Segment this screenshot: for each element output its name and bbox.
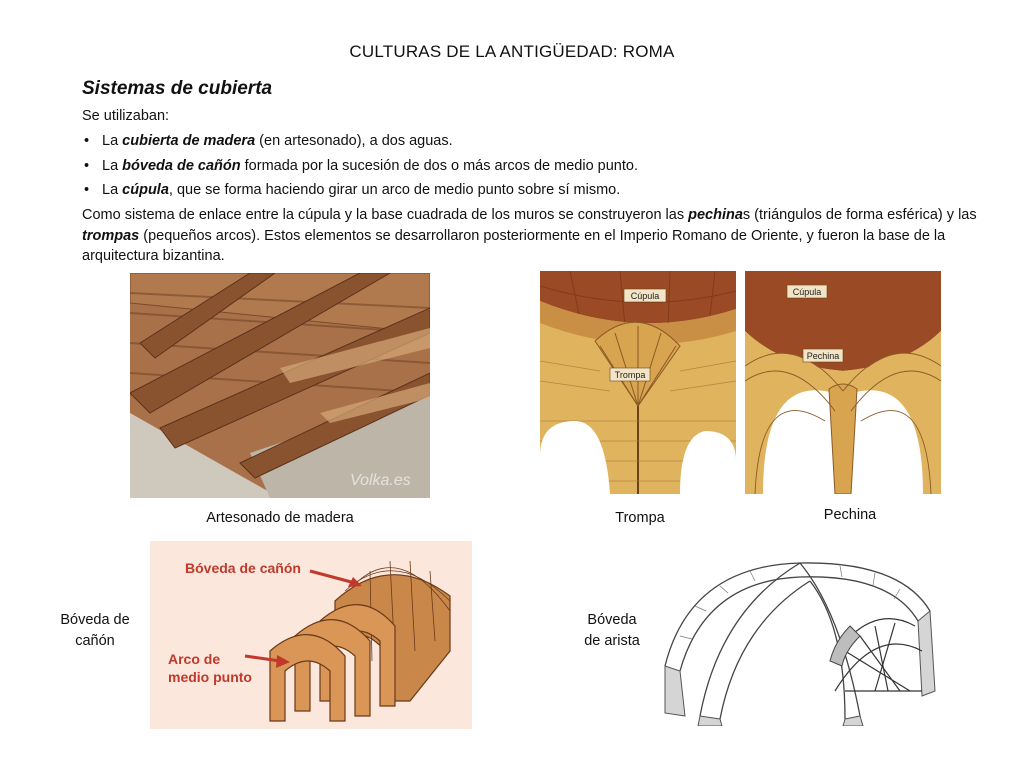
label-cupula: Cúpula [792,287,822,297]
boveda-canon-illustration [150,541,472,729]
body-paragraph: Como sistema de enlace entre la cúpula y la base cuadrada de los muros se construyeron las pechinas (triángulos de forma esférica) y las trompas (pequeños arcos). Estos elementos se desarrollaron posteriormente en el Imperio Romano de Oriente, y fueron la base de la arquitectura bizantina. [82,207,977,264]
caption-boveda-canon: Bóveda de cañón [60,612,130,649]
label-boveda-canon: Bóveda de cañón [185,560,301,576]
caption-trompa: Trompa [615,510,665,526]
bullet-dot: • [84,157,90,174]
bullet-dot: • [84,182,90,198]
label-cupula: Cúpula [630,291,660,301]
page-title: CULTURAS DE LA ANTIGÜEDAD: ROMA [349,42,675,61]
label-trompa: Trompa [614,370,646,380]
watermark-text: Volka.es [350,472,411,489]
bullet-item: • La bóveda de cañón formada por la sucesión de dos o más arcos de medio punto. [84,157,638,174]
section-subtitle: Sistemas de cubierta [82,78,273,99]
artesonado-photo [130,273,430,498]
bullet-item: • La cúpula, que se forma haciendo girar un arco de medio punto sobre sí mismo. [84,182,621,198]
bullet-list [82,131,638,205]
label-pechina: Pechina [806,351,840,361]
pechina-illustration [745,271,941,494]
caption-artesonado: Artesonado de madera [206,510,354,526]
bullet-item: • La cubierta de madera (en artesonado), a dos aguas. [84,133,453,149]
caption-pechina: Pechina [823,507,877,523]
label-arco-2: medio punto [168,669,252,685]
caption-boveda-arista: Bóveda de arista [584,612,640,649]
trompa-illustration [540,271,736,494]
label-arco-1: Arco de [168,651,221,667]
boveda-arista-illustration [660,541,945,726]
intro-text: Se utilizaban: [82,108,170,124]
bullet-dot: • [84,133,90,149]
